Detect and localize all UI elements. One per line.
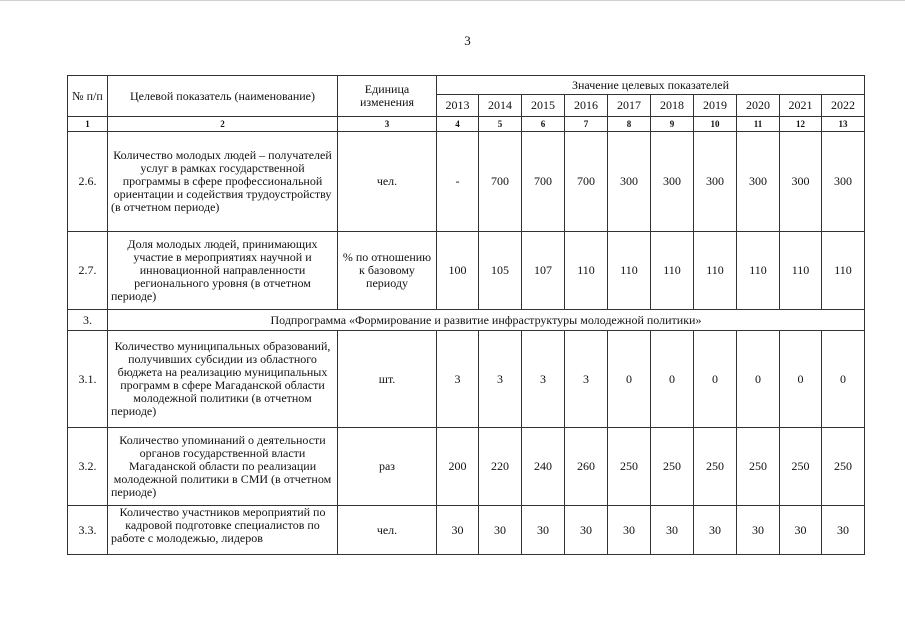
header-year: 2014 — [479, 95, 522, 117]
page-number: 3 — [464, 33, 471, 48]
row-value: 250 — [651, 428, 694, 506]
row-value: 0 — [737, 331, 780, 428]
subprogram-title: Подпрограмма «Формирование и развитие инфраструктуры молодежной политики» — [108, 310, 865, 331]
row-value: 30 — [608, 506, 651, 555]
column-number: 4 — [437, 117, 479, 132]
row-value: 110 — [608, 232, 651, 310]
row-value: 250 — [608, 428, 651, 506]
header-num: № п/п — [68, 76, 108, 117]
row-value: 250 — [737, 428, 780, 506]
row-num: 3.2. — [68, 428, 108, 506]
row-unit: чел. — [338, 132, 437, 232]
indicators-table — [67, 75, 865, 555]
column-number: 10 — [694, 117, 737, 132]
row-value: 110 — [565, 232, 608, 310]
row-value: 30 — [651, 506, 694, 555]
column-number: 2 — [108, 117, 338, 132]
row-value: 0 — [780, 331, 822, 428]
header-year: 2015 — [522, 95, 565, 117]
column-number: 6 — [522, 117, 565, 132]
header-year: 2013 — [437, 95, 479, 117]
row-value: 3 — [437, 331, 479, 428]
column-number: 9 — [651, 117, 694, 132]
row-unit: чел. — [338, 506, 437, 555]
header-unit: Единица изменения — [338, 76, 437, 117]
row-unit: раз — [338, 428, 437, 506]
row-value: 30 — [780, 506, 822, 555]
table-row — [68, 506, 865, 555]
row-value: 30 — [565, 506, 608, 555]
header-year: 2020 — [737, 95, 780, 117]
column-number: 1 — [68, 117, 108, 132]
column-number: 13 — [822, 117, 865, 132]
row-value: 700 — [522, 132, 565, 232]
row-value: 0 — [694, 331, 737, 428]
row-value: 30 — [437, 506, 479, 555]
row-num: 3.3. — [68, 506, 108, 555]
row-value: 700 — [479, 132, 522, 232]
row-value: 30 — [522, 506, 565, 555]
row-value: - — [437, 132, 479, 232]
row-value: 0 — [651, 331, 694, 428]
row-value: 240 — [522, 428, 565, 506]
row-indicator-name: Количество муниципальных образований, получивших субсидии из областного бюджета на реализацию муниципальных программ в сфере Магаданской области молодежной политики (в отчетном периоде) — [108, 331, 338, 428]
header-year: 2019 — [694, 95, 737, 117]
row-indicator-name: Количество участников мероприятий по кадровой подготовке специалистов по работе с молодежью, лидеров — [108, 506, 338, 555]
row-value: 300 — [737, 132, 780, 232]
row-value: 0 — [822, 331, 865, 428]
row-value: 300 — [608, 132, 651, 232]
top-rule — [0, 0, 905, 1]
header-row-1 — [68, 76, 865, 95]
column-number: 7 — [565, 117, 608, 132]
header-year: 2018 — [651, 95, 694, 117]
row-value: 105 — [479, 232, 522, 310]
header-indicator: Целевой показатель (наименование) — [108, 76, 338, 117]
row-value: 260 — [565, 428, 608, 506]
row-value: 30 — [694, 506, 737, 555]
column-number: 5 — [479, 117, 522, 132]
row-unit: шт. — [338, 331, 437, 428]
row-value: 250 — [822, 428, 865, 506]
column-number: 11 — [737, 117, 780, 132]
table-row — [68, 232, 865, 310]
row-value: 3 — [522, 331, 565, 428]
header-year: 2022 — [822, 95, 865, 117]
column-number: 3 — [338, 117, 437, 132]
table-row — [68, 428, 865, 506]
table-row — [68, 331, 865, 428]
row-value: 30 — [479, 506, 522, 555]
header-year: 2016 — [565, 95, 608, 117]
header-year: 2021 — [780, 95, 822, 117]
row-value: 100 — [437, 232, 479, 310]
row-value: 110 — [694, 232, 737, 310]
column-number: 12 — [780, 117, 822, 132]
header-values-group: Значение целевых показателей — [437, 76, 865, 95]
row-value: 300 — [822, 132, 865, 232]
row-value: 110 — [822, 232, 865, 310]
row-value: 3 — [565, 331, 608, 428]
row-value: 0 — [608, 331, 651, 428]
row-value: 3 — [479, 331, 522, 428]
row-value: 220 — [479, 428, 522, 506]
column-number-row — [68, 117, 865, 132]
row-value: 110 — [651, 232, 694, 310]
row-value: 30 — [737, 506, 780, 555]
row-value: 300 — [694, 132, 737, 232]
row-value: 300 — [780, 132, 822, 232]
row-value: 107 — [522, 232, 565, 310]
row-value: 700 — [565, 132, 608, 232]
row-num: 3. — [68, 310, 108, 331]
row-value: 110 — [780, 232, 822, 310]
row-indicator-name: Доля молодых людей, принимающих участие в мероприятиях научной и инновационной направленности регионального уровня (в отчетном периоде) — [108, 232, 338, 310]
row-indicator-name: Количество упоминаний о деятельности органов государственной власти Магаданской области по реализации молодежной политики в СМИ (в отчетном периоде) — [108, 428, 338, 506]
row-num: 3.1. — [68, 331, 108, 428]
header-year: 2017 — [608, 95, 651, 117]
row-unit: % по отношению к базовому периоду — [338, 232, 437, 310]
table-row — [68, 132, 865, 232]
row-indicator-name: Количество молодых людей – получателей услуг в рамках государственной программы в сфере профессиональной ориентации и содействия трудоустройству (в отчетном периоде) — [108, 132, 338, 232]
row-value: 250 — [694, 428, 737, 506]
subprogram-row — [68, 310, 865, 331]
column-number: 8 — [608, 117, 651, 132]
row-value: 250 — [780, 428, 822, 506]
row-num: 2.7. — [68, 232, 108, 310]
row-value: 30 — [822, 506, 865, 555]
row-value: 110 — [737, 232, 780, 310]
row-value: 300 — [651, 132, 694, 232]
row-num: 2.6. — [68, 132, 108, 232]
row-value: 200 — [437, 428, 479, 506]
